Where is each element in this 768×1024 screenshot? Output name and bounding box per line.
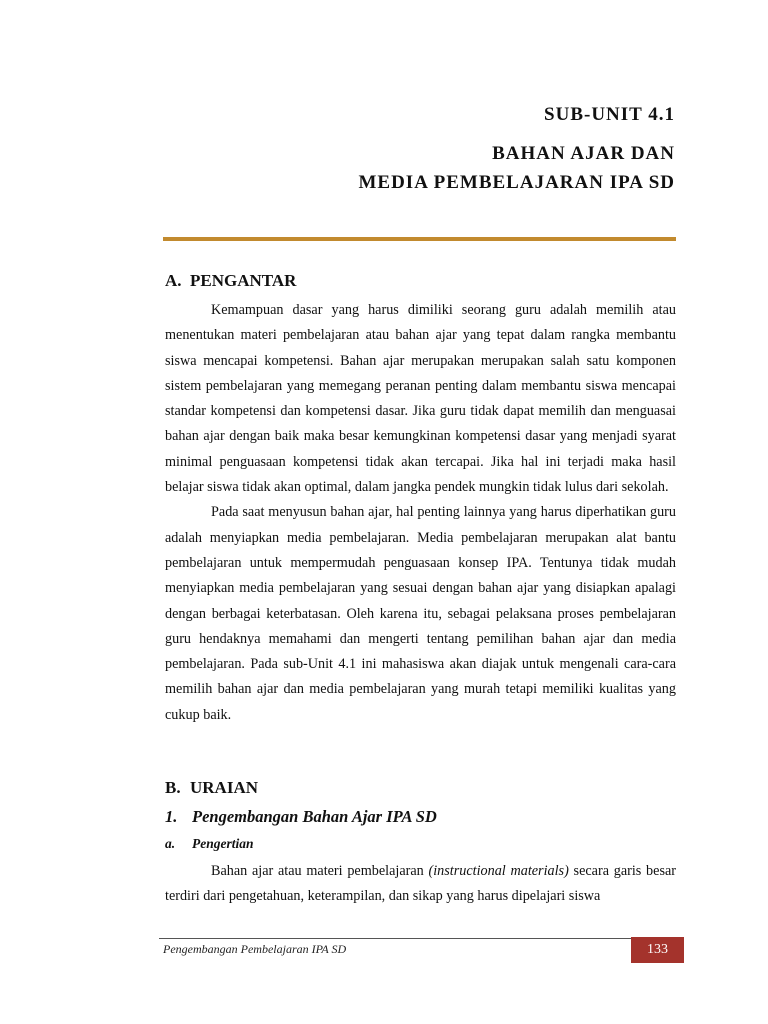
section-b-heading [165, 778, 258, 798]
title-line-1: BAHAN AJAR DAN [492, 143, 675, 164]
section-a-heading [165, 271, 296, 291]
subsection-title: Pengembangan Bahan Ajar IPA SD [192, 807, 437, 826]
section-a-body [165, 298, 676, 728]
section-b-body [165, 859, 676, 910]
title-divider [163, 237, 676, 241]
paragraph-text-start: Bahan ajar atau materi pembelajaran [211, 863, 429, 879]
paragraph: Kemampuan dasar yang harus dimiliki seorang guru adalah memilih atau menentukan materi pembelajaran atau bahan ajar yang tepat dalam rangka membantu siswa mencapai kompetensi. Bahan ajar merupakan merupakan salah satu komponen sistem pembelajaran yang memegang peranan penting dalam membantu siswa mencapai standar kompetensi dan kompetensi dasar. Jika guru tidak dapat memilih dan menguasai bahan ajar dengan baik maka besar kemungkinan kompetensi dasar yang menjadi syarat minimal penguasaan kompetensi tidak akan tercapai. Jika hal ini terjadi maka hasil belajar siswa tidak akan optimal, dalam jangka pendek mungkin tidak lulus dari sekolah. [165, 302, 676, 496]
title-line-2: MEDIA PEMBELAJARAN IPA SD [358, 172, 675, 193]
section-a-letter: A. [165, 271, 182, 290]
section-b-title: URAIAN [190, 778, 258, 797]
paragraph [165, 859, 676, 910]
paragraph-italic-term: (instructional materials) [428, 863, 569, 879]
section-a-title: PENGANTAR [190, 271, 297, 290]
paragraph-text-end: secara garis besar terdiri dari pengetahuan, keterampilan, dan sikap yang harus dipelajari siswa [165, 863, 676, 905]
subsection-number: 1. [165, 807, 178, 826]
footer-divider [159, 938, 631, 939]
subunit-label: SUB-UNIT 4.1 [544, 104, 675, 125]
subsubsection-letter: a. [165, 836, 176, 851]
subsection-heading [165, 807, 437, 827]
subsubsection-heading [165, 836, 254, 852]
section-b-letter: B. [165, 778, 181, 797]
page-number: 133 [631, 937, 684, 963]
footer-title: Pengembangan Pembelajaran IPA SD [163, 942, 347, 956]
paragraph: Pada saat menyusun bahan ajar, hal penting lainnya yang harus diperhatikan guru adalah menyiapkan media pembelajaran. Media pembelajaran merupakan alat bantu pembelajaran untuk mempermudah penguasaan konsep IPA. Tentunya tidak mudah menyiapkan media pembelajaran yang sesuai dengan bahan ajar yang disiapkan apalagi dengan berbagai keterbatasan. Oleh karena itu, sebagai pelaksana proses pembelajaran guru hendaknya memahami dan mengerti tentang pemilihan bahan ajar dan media pembelajaran. Pada sub-Unit 4.1 ini mahasiswa akan diajak untuk mengenali cara-cara memilih bahan ajar dan media pembelajaran yang murah tetapi memiliki kualitas yang cukup baik. [165, 504, 676, 723]
subsubsection-title: Pengertian [192, 836, 254, 851]
